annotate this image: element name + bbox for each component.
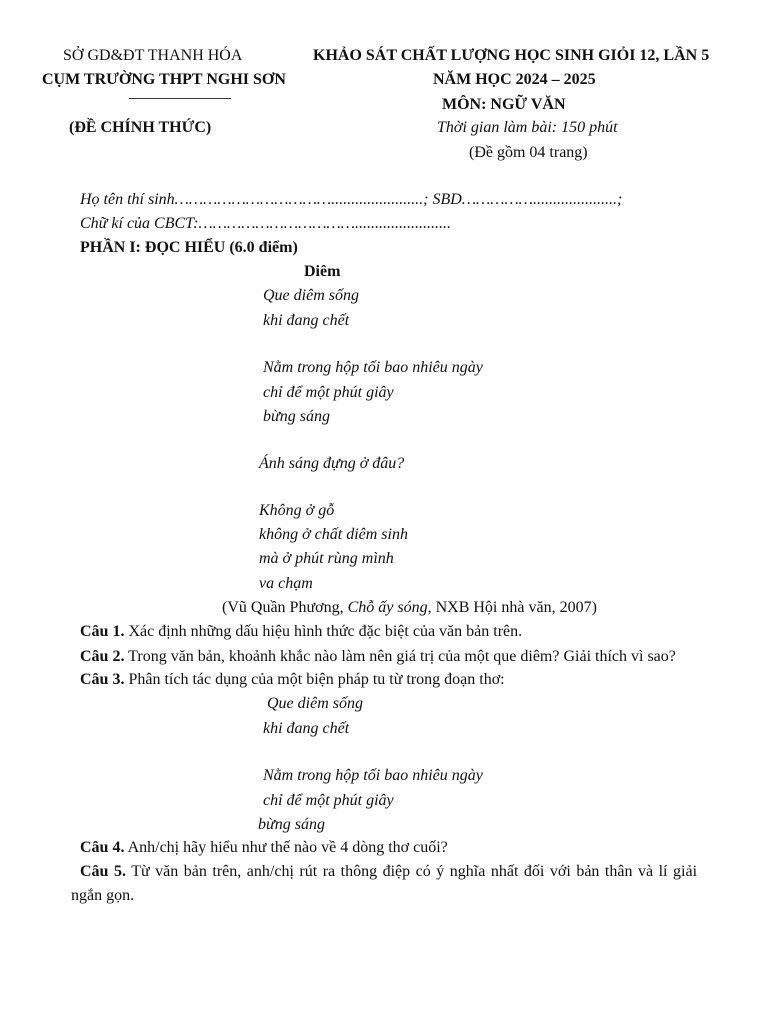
question-text: Từ văn bản trên, anh/chị rút ra thông điệp có ý nghĩa nhất đối với bản thân và lí giải ngắn gọn.	[71, 863, 698, 904]
question-label: Câu 3.	[80, 671, 125, 688]
quoted-line: chỉ để một phút giây	[263, 792, 394, 809]
question-text: Xác định những dấu hiệu hình thức đặc biệt của văn bản trên.	[124, 623, 523, 640]
question-3	[80, 670, 505, 690]
source-open: (Vũ Quần Phương,	[222, 599, 348, 616]
school-cluster: CỤM TRƯỜNG THPT NGHI SƠN	[42, 71, 286, 88]
question-text: Phân tích tác dụng của một biện pháp tu từ trong đoạn thơ:	[124, 671, 505, 688]
question-text: Trong văn bản, khoảnh khắc nào làm nên giá trị của một que diêm? Giải thích vì sao?	[124, 648, 676, 665]
poem-line: Không ở gỗ	[259, 502, 335, 519]
question-2	[80, 647, 676, 667]
question-5	[71, 860, 697, 908]
poem-line: Que diêm sống	[263, 287, 359, 304]
poem-line: bừng sáng	[263, 408, 330, 425]
candidate-name-line: Họ tên thí sinh…………………………….......................; SBD…………….....................;	[80, 191, 623, 208]
poem-title: Diêm	[304, 263, 341, 280]
school-year: NĂM HỌC 2024 – 2025	[433, 71, 596, 88]
page-count: (Đề gồm 04 trang)	[469, 144, 588, 161]
quoted-line: khi đang chết	[263, 720, 350, 737]
question-1	[80, 622, 522, 642]
department-name: SỞ GD&ĐT THANH HÓA	[63, 47, 243, 64]
exam-title: KHẢO SÁT CHẤT LƯỢNG HỌC SINH GIỎI 12, LẦN 5	[313, 47, 710, 64]
poem-line: chỉ để một phút giây	[263, 384, 394, 401]
quoted-line: bừng sáng	[258, 816, 325, 833]
poem-line: mà ở phút rùng mình	[259, 550, 394, 567]
question-label: Câu 4.	[80, 839, 125, 856]
question-4	[80, 838, 448, 858]
subject: MÔN: NGỮ VĂN	[442, 96, 566, 113]
question-label: Câu 2.	[80, 648, 125, 665]
question-label: Câu 1.	[80, 623, 125, 640]
official-label: (ĐỀ CHÍNH THỨC)	[69, 119, 212, 136]
header-divider	[129, 98, 231, 99]
part1-heading: PHẦN I: ĐỌC HIỂU (6.0 điểm)	[80, 239, 298, 256]
quoted-line: Que diêm sống	[267, 695, 363, 712]
question-label: Câu 5.	[80, 863, 126, 880]
poem-line: khi đang chết	[263, 312, 350, 329]
poem-line: Ánh sáng đựng ở đâu?	[259, 455, 405, 472]
duration: Thời gian làm bài: 150 phút	[437, 119, 618, 136]
poem-source	[222, 598, 597, 618]
quoted-line: Nằm trong hộp tối bao nhiêu ngày	[263, 767, 483, 784]
question-text: Anh/chị hãy hiểu như thế nào về 4 dòng thơ cuối?	[124, 839, 448, 856]
source-close: , NXB Hội nhà văn, 2007)	[427, 599, 597, 616]
poem-line: Nằm trong hộp tối bao nhiêu ngày	[263, 359, 483, 376]
signature-line: Chữ kí của CBCT:……………………………........................	[80, 215, 451, 232]
source-book: Chỗ ấy sóng	[347, 599, 428, 616]
poem-line: không ở chất diêm sinh	[259, 526, 408, 543]
poem-line: va chạm	[259, 575, 313, 592]
